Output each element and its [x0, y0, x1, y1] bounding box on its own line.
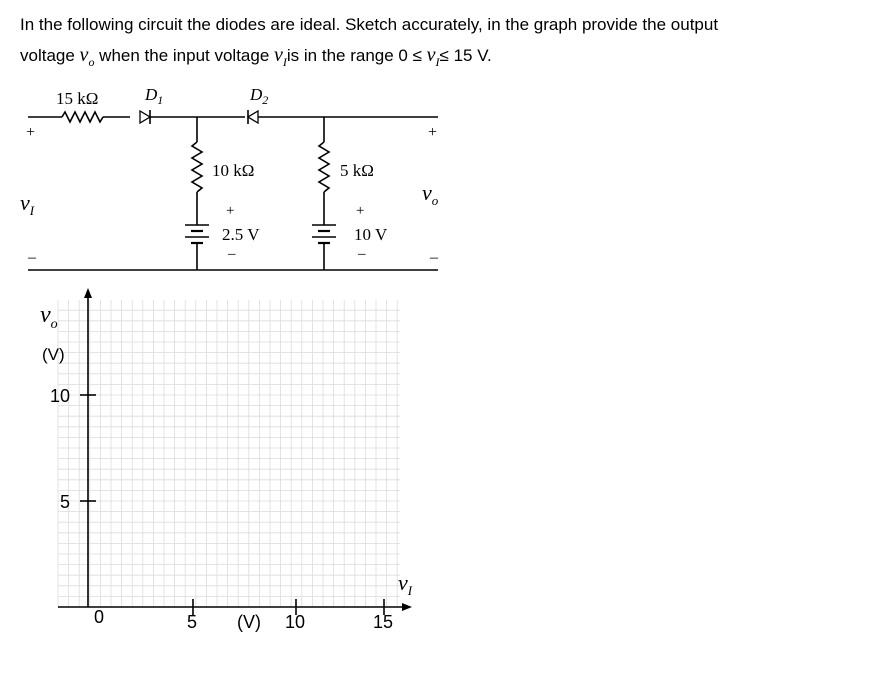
- vo-symbol: $v_o$: [79, 44, 95, 69]
- y-tick-label-5: 5: [60, 492, 71, 512]
- diode-d1-symbol: [140, 110, 150, 124]
- d2-label: $D_2$: [250, 85, 269, 107]
- output-minus: –: [430, 249, 438, 266]
- x-tick-label-5: 5: [187, 612, 198, 632]
- problem-text-b: when the input voltage: [94, 46, 275, 65]
- d1-label: $D_1$: [145, 85, 164, 107]
- graph-grid: [58, 300, 400, 607]
- graph-labels: [40, 302, 413, 632]
- r2-label: 10 kΩ: [212, 161, 255, 180]
- output-plus: +: [428, 124, 438, 141]
- x-axis-unit: (V): [237, 612, 261, 632]
- x-axis-label: $v_I$: [398, 570, 413, 598]
- input-vi-label: $v_I$: [20, 190, 35, 218]
- r3-label: 5 kΩ: [340, 161, 374, 180]
- problem-text-d: ≤ 15 V.: [439, 46, 492, 65]
- x-axis-arrowhead: [402, 603, 412, 611]
- battery-2-5v-label: 2.5 V: [222, 225, 260, 244]
- input-minus: –: [28, 249, 36, 266]
- r1-label: 15 kΩ: [56, 89, 99, 108]
- problem-text-c: is in the range 0 ≤: [286, 46, 427, 65]
- origin-label: 0: [94, 607, 105, 627]
- x-tick-label-10: 10: [285, 612, 306, 632]
- battery-10v-plus: +: [356, 203, 365, 219]
- y-axis-arrowhead: [84, 288, 92, 298]
- x-tick-label-15: 15: [373, 612, 394, 632]
- y-axis-unit: (V): [42, 345, 65, 364]
- battery-2-5v-minus: –: [228, 246, 236, 262]
- diode-d2-symbol: [248, 110, 258, 124]
- y-tick-label-10: 10: [50, 386, 71, 406]
- battery-2-5v-symbol: [185, 225, 209, 243]
- problem-text-a: voltage: [20, 46, 80, 65]
- resistor-15k-zigzag: [62, 112, 103, 122]
- problem-line-1: In the following circuit the diodes are ideal. Sketch accurately, in the graph provide the output: [20, 15, 719, 34]
- vi-symbol: $v_I$: [274, 44, 287, 69]
- battery-10v-symbol: [312, 225, 336, 243]
- input-plus: +: [26, 124, 36, 141]
- y-axis-label: $v_o$: [40, 302, 58, 332]
- battery-2-5v-plus: +: [226, 203, 235, 219]
- output-vo-label: $v_o$: [422, 180, 439, 208]
- resistor-5k-zigzag: [319, 142, 329, 192]
- battery-10v-minus: –: [358, 246, 366, 262]
- circuit-labels: [20, 85, 439, 266]
- resistor-10k-zigzag: [192, 142, 202, 192]
- vi-symbol-2: $v_I$: [426, 44, 440, 69]
- battery-10v-label: 10 V: [354, 225, 388, 244]
